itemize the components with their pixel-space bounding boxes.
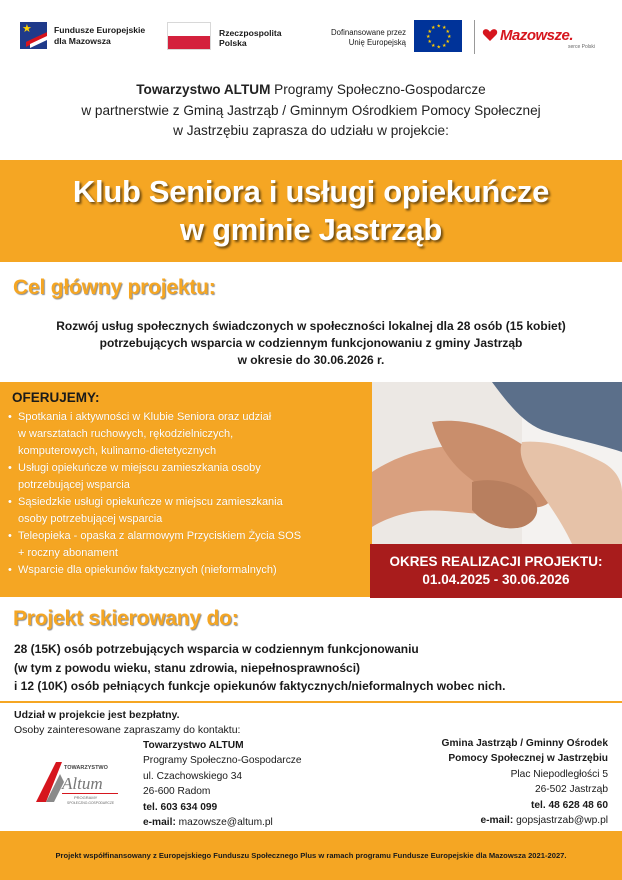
- eu-cofinance-text: [300, 28, 406, 48]
- offer-item: [8, 460, 368, 494]
- polish-flag-icon: [167, 22, 211, 50]
- contact-invite: Osoby zainteresowane zapraszamy do kontaktu:: [14, 724, 241, 736]
- gmina-phone: tel. 48 628 48 60: [530, 799, 608, 811]
- intro-line2: w partnerstwie z Gminą Jastrząb / Gminnym Ośrodkiem Pomocy Społecznej: [81, 102, 541, 118]
- offer-item-line: komputerowych, kulinarno-dietetycznych: [18, 445, 217, 457]
- altum-email-label: e-mail:: [143, 817, 176, 829]
- gmina-email-link[interactable]: gopsjastrzab@wp.pl: [513, 815, 608, 827]
- altum-name: Towarzystwo ALTUM: [143, 740, 244, 751]
- altum-contact: [143, 738, 302, 830]
- gmina-city: 26-502 Jastrząb: [534, 784, 608, 796]
- intro-org: Towarzystwo ALTUM: [136, 82, 271, 97]
- project-title-line2: w gminie Jastrząb: [180, 212, 442, 247]
- fe-logo-icon: ★: [20, 22, 47, 49]
- goal-line1: Rozwój usług społecznych świadczonych w społeczności lokalnej dla 28 osób (15 kobiet): [56, 319, 566, 333]
- intro-line1-rest: Programy Społeczno-Gospodarcze: [270, 82, 486, 97]
- altum-email-row: [143, 815, 302, 830]
- offer-item: [8, 494, 368, 528]
- target-line3: i 12 (10K) osób pełniących funkcje opiekunów faktycznych/nieformalnych wobec nich.: [14, 679, 506, 693]
- project-title-line1: Klub Seniora i usługi opiekuńcze: [72, 174, 550, 209]
- target-line2: (w tym z powodu wieku, stanu zdrowia, niepełnosprawności): [14, 660, 361, 675]
- fe-logo-line1: Fundusze Europejskie: [54, 25, 146, 35]
- svg-text:★: ★: [431, 25, 436, 31]
- offer-item-line: potrzebującej wsparcia: [18, 479, 130, 491]
- mazowsze-tagline: serce Polski: [568, 44, 595, 50]
- altum-logo-name: Altum: [62, 774, 103, 793]
- fe-logo-text: [54, 25, 145, 47]
- svg-text:★: ★: [447, 34, 452, 40]
- target-text: [14, 640, 614, 696]
- offer-item-line: • Wsparcie dla opiekunów faktycznych (nieformalnych): [18, 564, 277, 576]
- goal-line3: w okresie do 30.06.2026 r.: [237, 353, 385, 367]
- altum-email-link[interactable]: mazowsze@altum.pl: [175, 817, 273, 829]
- offer-list: [8, 409, 368, 579]
- rp-logo-text: [219, 28, 282, 48]
- logo-divider: [474, 20, 475, 54]
- svg-text:★: ★: [427, 29, 432, 35]
- altum-logo-bottom: PROGRAMY: [74, 795, 98, 800]
- gmina-contact: [380, 736, 608, 828]
- altum-logo-bottom2: SPOŁECZNO-GOSPODARCZE: [67, 801, 115, 805]
- altum-logo-top: TOWARZYSTWO: [64, 765, 108, 771]
- fe-logo-line2: dla Mazowsza: [54, 36, 111, 46]
- period-dates: 01.04.2025 - 30.06.2026: [422, 572, 570, 587]
- target-line1: 28 (15K) osób potrzebujących wsparcia w codziennym funkcjonowaniu: [14, 642, 419, 656]
- gmina-name2: Pomocy Społecznej w Jastrzębiu: [448, 753, 608, 765]
- svg-text:★: ★: [445, 39, 450, 45]
- gmina-email-row: [380, 813, 608, 828]
- logo-bar: [0, 0, 622, 68]
- eu-line2: Unię Europejską: [348, 38, 406, 47]
- offer-item: [8, 409, 368, 460]
- altum-city: 26-600 Radom: [143, 786, 211, 798]
- altum-phone: tel. 603 634 099: [143, 801, 218, 813]
- project-period-box: [370, 544, 622, 598]
- offer-item-line: • Spotkania i aktywności w Klubie Seniora oraz udział: [18, 411, 272, 423]
- svg-text:★: ★: [445, 29, 450, 35]
- svg-text:★: ★: [436, 23, 441, 30]
- footer-band: [0, 831, 622, 880]
- offer-item-line: • Teleopieka - opaska z alarmowym Przyciskiem Życia SOS: [18, 530, 302, 542]
- offer-item-line: • Sąsiedzkie usługi opiekuńcze w miejscu zamieszkania: [18, 496, 283, 508]
- footer-text: Projekt współfinansowany z Europejskiego Funduszu Społecznego Plus w ramach programu Fundusze Europejskie dla Mazowsza 2021-2027.: [55, 851, 567, 860]
- period-label: OKRES REALIZACJI PROJEKTU:: [389, 554, 603, 569]
- offer-item-line: + roczny abonament: [18, 547, 118, 559]
- free-participation-note: Udział w projekcie jest bezpłatny.: [14, 709, 180, 721]
- intro-text: [0, 80, 622, 142]
- svg-text:★: ★: [426, 34, 431, 40]
- svg-text:★: ★: [436, 44, 441, 51]
- goal-text: [0, 318, 622, 369]
- holding-hands-photo: [372, 382, 622, 544]
- mazowsze-logo-text: Mazowsze.: [500, 27, 574, 44]
- mazowsze-heart-icon: [482, 28, 498, 42]
- section-divider: [0, 701, 622, 703]
- offer-item-line: w warsztatach ruchowych, rękodzielniczych,: [18, 428, 234, 440]
- svg-text:★: ★: [442, 25, 447, 31]
- goal-heading: Cel główny projektu:: [13, 276, 216, 299]
- target-heading: Projekt skierowany do:: [13, 607, 239, 630]
- altum-street: ul. Czachowskiego 34: [143, 770, 243, 782]
- rp-line2: Polska: [219, 38, 247, 48]
- altum-logo-icon: [34, 756, 124, 808]
- intro-line1: [0, 80, 622, 101]
- offer-heading: OFERUJEMY:: [12, 390, 100, 405]
- altum-line2: Programy Społeczno-Gospodarcze: [143, 755, 302, 767]
- offer-item: [8, 528, 368, 562]
- svg-text:★: ★: [442, 43, 447, 49]
- rp-line1: Rzeczpospolita: [219, 28, 282, 38]
- gmina-street: Plac Niepodległości 5: [510, 768, 608, 780]
- title-band: [0, 160, 622, 262]
- goal-line2: potrzebujących wsparcia w codziennym funkcjonowaniu z gminy Jastrząb: [99, 336, 523, 350]
- intro-line3: w Jastrzębiu zaprasza do udziału w projekcie:: [173, 123, 449, 138]
- gmina-email-label: e-mail:: [480, 815, 514, 827]
- eu-flag-icon: [414, 20, 462, 52]
- svg-text:★: ★: [427, 39, 432, 45]
- svg-text:★: ★: [431, 43, 436, 49]
- offer-item-line: osoby potrzebującej wsparcia: [18, 513, 163, 525]
- offer-item: [8, 562, 368, 579]
- offer-item-line: • Usługi opiekuńcze w miejscu zamieszkania osoby: [18, 462, 261, 474]
- gmina-name1: Gmina Jastrząb / Gminny Ośrodek: [441, 738, 608, 749]
- eu-line1: Dofinansowane przez: [331, 28, 406, 37]
